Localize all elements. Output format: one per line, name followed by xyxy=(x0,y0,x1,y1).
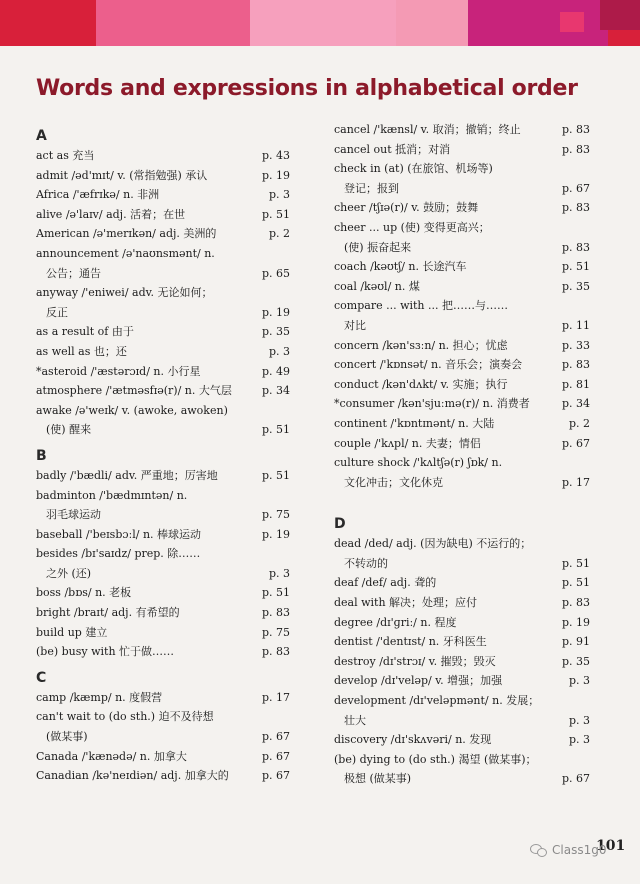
glossary-entry xyxy=(36,642,290,662)
entry-page-ref: p. 67 xyxy=(258,747,290,767)
entry-headline xyxy=(334,414,590,434)
entry-headline xyxy=(36,642,290,662)
entry-page-ref: p. 34 xyxy=(258,381,290,401)
entry-text: discovery /dɪ'skʌvəri/ n. 发现 xyxy=(334,733,492,747)
section-A xyxy=(36,126,290,440)
entry-page-ref: p. 19 xyxy=(258,525,290,545)
glossary-entry xyxy=(36,381,290,401)
glossary-entry xyxy=(36,466,290,486)
entry-page-ref: p. 51 xyxy=(258,420,290,440)
entry-headline xyxy=(36,283,290,303)
entry-headline xyxy=(36,466,290,486)
column-left xyxy=(36,120,290,786)
entry-text: American /ə'merɪkən/ adj. 美洲的 xyxy=(36,227,217,241)
entry-headline xyxy=(334,730,590,750)
entry-headline xyxy=(334,375,590,395)
entry-headline xyxy=(334,336,590,356)
entry-page-ref: p. 33 xyxy=(558,336,590,356)
entry-page-ref: p. 83 xyxy=(558,593,590,613)
entry-text: couple /'kʌpl/ n. 夫妻；情侣 xyxy=(334,436,481,450)
entry-text: Africa /'æfrɪkə/ n. 非洲 xyxy=(36,188,160,202)
glossary-entry xyxy=(334,593,590,613)
entry-page-ref: p. 75 xyxy=(258,623,290,643)
entry-headline xyxy=(334,652,590,672)
glossary-entry xyxy=(36,707,290,746)
entry-page-ref: p. 51 xyxy=(558,573,590,593)
entry-headline xyxy=(334,159,590,179)
glossary-entry xyxy=(36,544,290,583)
entry-headline xyxy=(36,146,290,166)
entry-text: atmosphere /'ætməsfɪə(r)/ n. 大气层 xyxy=(36,384,232,398)
entry-text: dead /ded/ adj. (因为缺电) 不运行的； xyxy=(334,537,532,551)
entry-headline xyxy=(36,244,290,264)
entry-page-ref: p. 3 xyxy=(565,711,590,731)
entry-page-ref: p. 67 xyxy=(258,727,290,747)
entry-text: alive /ə'laɪv/ adj. 活着；在世 xyxy=(36,207,186,221)
entry-headline xyxy=(334,198,590,218)
glossary-entry xyxy=(36,342,290,362)
glossary-entry xyxy=(334,355,590,375)
entry-headline xyxy=(334,632,590,652)
entry-text: coal /kəʊl/ n. 煤 xyxy=(334,279,420,293)
watermark-text: Class1g0 xyxy=(552,843,607,857)
entry-text: Canadian /kə'neɪdiən/ adj. 加拿大的 xyxy=(36,769,229,783)
entry-text: 文化冲击；文化休克 xyxy=(344,475,443,489)
entry-text: 公告；通告 xyxy=(46,266,101,280)
entry-text: (做某事) xyxy=(46,730,88,744)
entry-headline xyxy=(36,707,290,727)
entry-text: cheer ... up (使) 变得更高兴； xyxy=(334,220,490,234)
entry-text: camp /kæmp/ n. 度假营 xyxy=(36,690,163,704)
entry-continuation xyxy=(36,420,290,440)
entry-continuation xyxy=(334,769,590,789)
entry-text: badminton /'bædmɪntən/ n. xyxy=(36,488,188,502)
glossary-entry xyxy=(334,159,590,198)
entry-page-ref: p. 3 xyxy=(265,564,290,584)
entry-headline xyxy=(36,747,290,767)
entry-page-ref: p. 35 xyxy=(558,277,590,297)
glossary-entry xyxy=(36,401,290,440)
entry-page-ref: p. 67 xyxy=(558,769,590,789)
glossary-entry xyxy=(334,414,590,434)
glossary-entry xyxy=(36,362,290,382)
entry-page-ref: p. 19 xyxy=(558,613,590,633)
entry-text: 对比 xyxy=(344,318,366,332)
glossary-entry xyxy=(334,434,590,454)
entry-headline xyxy=(36,362,290,382)
page-number: 101 xyxy=(596,838,626,854)
glossary-entry xyxy=(334,652,590,672)
glossary-entry xyxy=(334,730,590,750)
entry-text: as a result of 由于 xyxy=(36,325,134,339)
entry-headline xyxy=(36,342,290,362)
entry-headline xyxy=(334,140,590,160)
glossary-entry xyxy=(334,218,590,257)
entry-continuation xyxy=(334,473,590,493)
entry-headline xyxy=(334,257,590,277)
entry-headline xyxy=(334,218,590,238)
entry-headline xyxy=(334,277,590,297)
entry-text: can't wait to (do sth.) 迫不及待想 xyxy=(36,710,214,724)
entry-headline xyxy=(334,573,590,593)
entry-text: Canada /'kænədə/ n. 加拿大 xyxy=(36,749,187,763)
entry-text: *consumer /kən'sjuːmə(r)/ n. 消费者 xyxy=(334,397,530,411)
glossary-entry xyxy=(334,671,590,691)
page-title: Words and expressions in alphabetical order xyxy=(36,76,578,101)
entry-page-ref: p. 35 xyxy=(258,322,290,342)
entry-headline xyxy=(334,593,590,613)
entry-text: dentist /'dentɪst/ n. 牙科医生 xyxy=(334,635,487,649)
entry-text: deal with 解决；处理；应付 xyxy=(334,596,478,610)
entry-page-ref: p. 51 xyxy=(258,205,290,225)
entry-text: develop /dɪ'veləp/ v. 增强；加强 xyxy=(334,674,503,688)
glossary-entry xyxy=(334,120,590,140)
entry-headline xyxy=(36,185,290,205)
entry-page-ref: p. 2 xyxy=(565,414,590,434)
entry-text: 反正 xyxy=(46,305,68,319)
entry-headline xyxy=(334,355,590,375)
entry-text: besides /bɪ'saɪdz/ prep. 除…… xyxy=(36,547,201,561)
wechat-icon xyxy=(530,843,548,857)
entry-headline xyxy=(36,224,290,244)
section-C-continued xyxy=(334,120,590,492)
entry-page-ref: p. 19 xyxy=(258,166,290,186)
glossary-entry xyxy=(334,534,590,573)
entry-page-ref: p. 83 xyxy=(558,238,590,258)
entry-page-ref: p. 67 xyxy=(558,434,590,454)
entry-page-ref: p. 3 xyxy=(265,185,290,205)
entry-headline xyxy=(36,623,290,643)
column-right xyxy=(334,120,590,789)
entry-text: bright /braɪt/ adj. 有希望的 xyxy=(36,606,180,620)
glossary-entry xyxy=(334,750,590,789)
entry-headline xyxy=(334,613,590,633)
entry-text: cancel out 抵消；对消 xyxy=(334,142,451,156)
entry-page-ref: p. 17 xyxy=(558,473,590,493)
entry-text: concert /'kɒnsət/ n. 音乐会；演奏会 xyxy=(334,358,523,372)
entry-text: cancel /'kænsl/ v. 取消；撤销；终止 xyxy=(334,123,521,136)
entry-continuation xyxy=(36,727,290,747)
glossary-entry xyxy=(334,691,590,730)
entry-page-ref: p. 51 xyxy=(258,466,290,486)
entry-text: 羽毛球运动 xyxy=(46,508,101,522)
glossary-entry xyxy=(334,257,590,277)
glossary-entry xyxy=(334,394,590,414)
entry-page-ref: p. 81 xyxy=(558,375,590,395)
entry-page-ref: p. 67 xyxy=(258,766,290,786)
entry-text: compare ... with ... 把……与…… xyxy=(334,299,508,313)
entry-headline xyxy=(36,583,290,603)
entry-page-ref: p. 51 xyxy=(558,257,590,277)
entry-headline xyxy=(334,394,590,414)
glossary-entry xyxy=(334,375,590,395)
entry-page-ref: p. 3 xyxy=(565,671,590,691)
entry-page-ref: p. 34 xyxy=(558,394,590,414)
entry-text: destroy /dɪ'strɔɪ/ v. 摧毁；毁灭 xyxy=(334,654,496,668)
section-letter: A xyxy=(36,128,47,144)
entry-page-ref: p. 67 xyxy=(558,179,590,199)
entry-headline xyxy=(36,401,290,421)
entry-text: awake /ə'weɪk/ v. (awoke, awoken) xyxy=(36,403,228,417)
entry-continuation xyxy=(36,264,290,284)
entry-headline xyxy=(36,525,290,545)
entry-page-ref: p. 83 xyxy=(558,140,590,160)
entry-text: coach /kəʊtʃ/ n. 长途汽车 xyxy=(334,260,467,274)
entry-text: admit /əd'mɪt/ v. (常指勉强) 承认 xyxy=(36,168,208,182)
entry-text: development /dɪ'veləpmənt/ n. 发展； xyxy=(334,694,540,708)
entry-text: (使) 醒来 xyxy=(46,423,92,437)
glossary-entry xyxy=(36,205,290,225)
entry-headline xyxy=(36,322,290,342)
section-D xyxy=(334,514,590,789)
entry-text: concern /kən'sɜːn/ n. 担心；忧虑 xyxy=(334,338,508,352)
entry-continuation xyxy=(36,505,290,525)
entry-headline xyxy=(36,381,290,401)
section-B xyxy=(36,446,290,662)
entry-page-ref: p. 51 xyxy=(558,554,590,574)
entry-headline xyxy=(334,434,590,454)
entry-page-ref: p. 83 xyxy=(558,355,590,375)
glossary-entry xyxy=(36,688,290,708)
entry-text: degree /dɪ'ɡriː/ n. 程度 xyxy=(334,615,457,629)
entry-headline xyxy=(36,688,290,708)
entry-text: *asteroid /'æstərɔɪd/ n. 小行星 xyxy=(36,364,201,378)
glossary-entry xyxy=(36,166,290,186)
entry-page-ref: p. 17 xyxy=(258,688,290,708)
entry-text: build up 建立 xyxy=(36,625,108,639)
glossary-entry xyxy=(36,244,290,283)
entry-text: cheer /tʃɪə(r)/ v. 鼓励；鼓舞 xyxy=(334,201,479,215)
entry-headline xyxy=(334,534,590,554)
entry-headline xyxy=(334,691,590,711)
entry-page-ref: p. 83 xyxy=(558,198,590,218)
entry-page-ref: p. 43 xyxy=(258,146,290,166)
entry-page-ref: p. 3 xyxy=(265,342,290,362)
entry-page-ref: p. 2 xyxy=(265,224,290,244)
entry-text: boss /bɒs/ n. 老板 xyxy=(36,586,132,600)
entry-page-ref: p. 11 xyxy=(558,316,590,336)
section-letter: D xyxy=(334,516,346,533)
entry-continuation xyxy=(334,179,590,199)
glossary-entry xyxy=(36,224,290,244)
entry-headline xyxy=(36,603,290,623)
glossary-entry xyxy=(36,185,290,205)
entry-continuation xyxy=(334,554,590,574)
entry-headline xyxy=(334,750,590,770)
entry-text: 登记；报到 xyxy=(344,181,399,195)
entry-page-ref: p. 83 xyxy=(258,642,290,662)
entry-text: (be) dying to (do sth.) 渴望 (做某事)； xyxy=(334,752,537,766)
entry-headline xyxy=(334,296,590,316)
entry-text: baseball /'beɪsbɔːl/ n. 棒球运动 xyxy=(36,527,202,541)
entry-text: conduct /kən'dʌkt/ v. 实施；执行 xyxy=(334,377,508,391)
entry-headline xyxy=(36,544,290,564)
entry-continuation xyxy=(36,303,290,323)
glossary-entry xyxy=(334,632,590,652)
glossary-entry xyxy=(36,146,290,166)
entry-headline xyxy=(334,671,590,691)
entry-headline xyxy=(334,120,590,140)
entry-text: 不转动的 xyxy=(344,556,388,570)
entry-headline xyxy=(36,205,290,225)
entry-text: as well as 也；还 xyxy=(36,344,127,358)
entry-text: 极想 (做某事) xyxy=(344,772,412,786)
entry-page-ref: p. 19 xyxy=(258,303,290,323)
entry-text: announcement /ə'naʊnsmənt/ n. xyxy=(36,246,215,260)
entry-continuation xyxy=(334,711,590,731)
watermark xyxy=(530,843,606,857)
entry-page-ref: p. 75 xyxy=(258,505,290,525)
entry-continuation xyxy=(334,238,590,258)
entry-headline xyxy=(36,166,290,186)
entry-page-ref: p. 83 xyxy=(258,603,290,623)
glossary-entry xyxy=(334,573,590,593)
entry-text: continent /'kɒntɪnənt/ n. 大陆 xyxy=(334,416,495,430)
entry-headline xyxy=(36,486,290,506)
glossary-entry xyxy=(36,766,290,786)
glossary-entry xyxy=(334,198,590,218)
entry-text: deaf /def/ adj. 聋的 xyxy=(334,576,437,590)
glossary-entry xyxy=(334,296,590,335)
entry-page-ref: p. 51 xyxy=(258,583,290,603)
entry-continuation xyxy=(334,316,590,336)
glossary-entry xyxy=(334,613,590,633)
glossary-entry xyxy=(36,623,290,643)
entry-page-ref: p. 3 xyxy=(565,730,590,750)
entry-text: badly /'bædli/ adv. 严重地；厉害地 xyxy=(36,468,218,482)
glossary-entry xyxy=(36,583,290,603)
section-letter: C xyxy=(36,669,47,686)
entry-headline xyxy=(334,453,590,473)
top-banner xyxy=(0,0,640,46)
entry-text: culture shock /'kʌltʃə(r) ʃɒk/ n. xyxy=(334,456,503,470)
entry-text: 壮大 xyxy=(344,713,366,727)
glossary-entry xyxy=(36,322,290,342)
entry-text: check in (at) (在旅馆、机场等) xyxy=(334,162,493,176)
entry-continuation xyxy=(36,564,290,584)
entry-page-ref: p. 91 xyxy=(558,632,590,652)
entry-text: 之外 (还) xyxy=(46,566,92,580)
entry-text: (be) busy with 忙于做…… xyxy=(36,645,175,659)
entry-headline xyxy=(36,766,290,786)
entry-page-ref: p. 83 xyxy=(558,120,590,140)
glossary-entry xyxy=(36,603,290,623)
glossary-entry xyxy=(334,336,590,356)
entry-text: anyway /'eniwei/ adv. 无论如何； xyxy=(36,286,213,300)
glossary-entry xyxy=(36,747,290,767)
glossary-entry xyxy=(36,486,290,525)
entry-page-ref: p. 49 xyxy=(258,362,290,382)
glossary-entry xyxy=(334,277,590,297)
entry-page-ref: p. 35 xyxy=(558,652,590,672)
section-C xyxy=(36,668,290,786)
section-letter: B xyxy=(36,447,47,464)
glossary-entry xyxy=(334,140,590,160)
entry-text: act as 充当 xyxy=(36,149,95,162)
entry-page-ref: p. 65 xyxy=(258,264,290,284)
entry-text: (使) 振奋起来 xyxy=(344,240,412,254)
glossary-entry xyxy=(36,283,290,322)
glossary-entry xyxy=(334,453,590,492)
glossary-entry xyxy=(36,525,290,545)
